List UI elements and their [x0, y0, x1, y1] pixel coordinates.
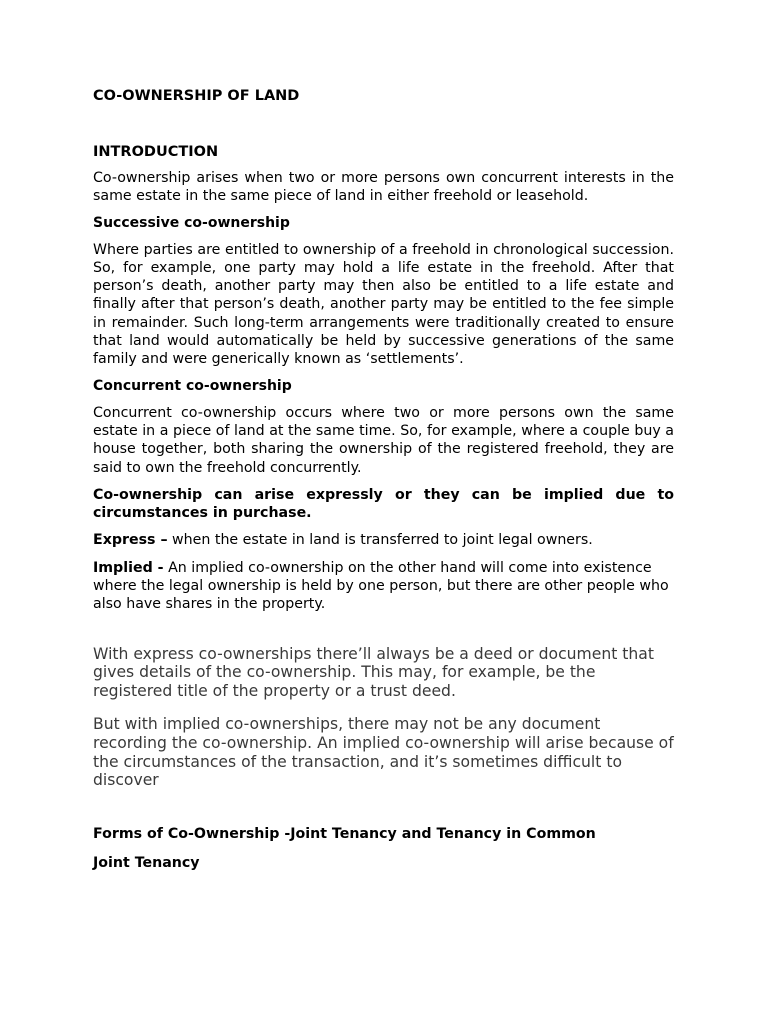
arise-statement: Co-ownership can arise expressly or they can be implied due to circumstances in purchase. — [93, 486, 674, 522]
concurrent-heading: Concurrent co-ownership — [93, 377, 292, 394]
introduction-paragraph: Co-ownership arises when two or more persons own concurrent interests in the same estate in the same piece of land in either freehold or leasehold. — [93, 170, 674, 205]
introduction-heading: INTRODUCTION — [93, 144, 219, 160]
express-paragraph — [93, 531, 674, 549]
implied-lead: Implied - — [93, 559, 164, 576]
express-note-paragraph: With express co-ownerships there’ll always be a deed or document that gives details of the co-ownership. This may, for example, be the registered title of the property or a trust deed. — [93, 644, 654, 700]
forms-heading: Forms of Co-Ownership -Joint Tenancy and Tenancy in Common — [93, 825, 596, 842]
express-lead: Express – — [93, 532, 168, 549]
document-body — [93, 86, 674, 872]
document-title: CO-OWNERSHIP OF LAND — [93, 88, 300, 104]
implied-note-paragraph: But with implied co-ownerships, there may not be any document recording the co-ownership. An implied co-ownership will arise because of the circumstances of the transaction, and it’s sometimes difficult to discover — [93, 715, 674, 790]
joint-tenancy-heading: Joint Tenancy — [93, 854, 200, 871]
implied-text: An implied co-ownership on the other hand will come into existence where the legal ownership is held by one person, but there are other people who also have shares in the property. — [93, 559, 669, 613]
successive-heading: Successive co-ownership — [93, 214, 290, 231]
successive-paragraph: Where parties are entitled to ownership of a freehold in chronological succession. So, for example, one party may hold a life estate in the freehold. After that person’s death, another party may then also be entitled to a life estate and finally after that person’s death, another party may be entitled to the fee simple in remainder. Such long-term arrangements were traditionally created to ensure that land would automatically be held by successive generations of the same family and were generically known as ‘settlements’. — [93, 241, 674, 368]
express-text: when the estate in land is transferred to joint legal owners. — [167, 532, 593, 549]
implied-paragraph — [93, 559, 674, 614]
concurrent-paragraph: Concurrent co-ownership occurs where two or more persons own the same estate in a piece of land at the same time. So, for example, where a couple buy a house together, both sharing the ownership of the registered freehold, they are said to own the freehold concurrently. — [93, 404, 674, 476]
